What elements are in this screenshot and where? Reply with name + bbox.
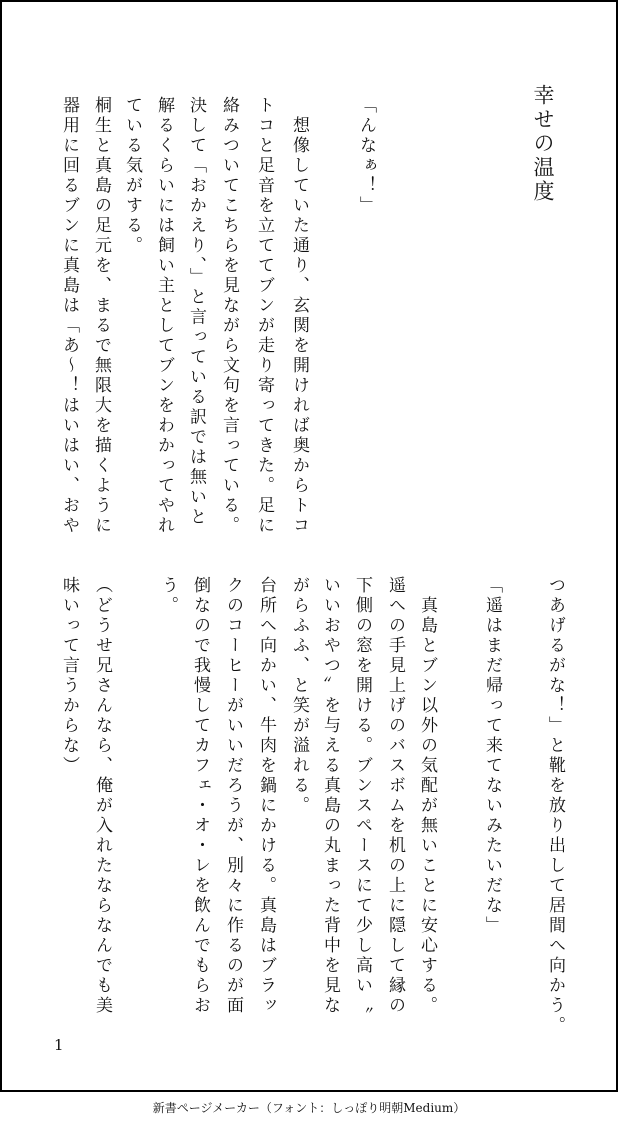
text-column: 器用に回るブンに真島は「あ～！はいはい、おや (59, 96, 79, 536)
text-column: 想像していた通り、玄関を開ければ奥からトコ (289, 96, 309, 536)
text-column: 絡みついてこちらを見ながら文句を言っている。 (219, 96, 239, 536)
text-column: 「んなぁ！」 (356, 96, 376, 216)
text-column: 「遥はまだ帰って来てないみたいだな」 (482, 576, 502, 936)
text-column: ている気がする。 (122, 96, 142, 256)
story-title: 幸せの温度 (531, 84, 555, 204)
text-column: う。 (158, 576, 178, 616)
text-column: 決して「おかえり、」と言っている訳では無いと (186, 96, 206, 528)
page-number: 1 (54, 1036, 64, 1054)
text-column: 解るくらいには飼い主としてブンをわかってやれ (154, 96, 174, 536)
text-column: いいおやつ〟を与える真島の丸まった背中を見な (320, 576, 340, 1016)
text-column: 味いって言うからな） (59, 576, 79, 776)
text-column: 倒なので我慢してカフェ・オ・レを飲んでもらお (190, 576, 210, 1016)
text-column: 台所へ向かい、牛肉を鍋にかける。真島はブラッ (256, 576, 276, 1016)
text-column: 桐生と真島の足元を、まるで無限大を描くように (91, 96, 111, 536)
generator-caption: 新書ページメーカー（フォント：しっぽり明朝Medium） (152, 1101, 466, 1115)
text-column: （どうせ兄さんなら、俺が入れたならなんでも美 (92, 576, 112, 1016)
text-column: がらふふ、と笑が溢れる。 (289, 576, 309, 816)
text-column: クのコーヒーがいいだろうが、別々に作るのが面 (223, 576, 243, 1016)
text-column: トコと足音を立ててブンが走り寄ってきた。足に (254, 96, 274, 536)
text-column: 遥への手見上げのバスボムを机の上に隠して縁の (385, 576, 405, 1016)
text-column: つあげるがな！」と靴を放り出して居間へ向かう。 (545, 576, 565, 1036)
text-column: 下側の窓を開ける。ブンスペースにて少し高い〝 (352, 576, 372, 1016)
text-column: 真島とブン以外の気配が無いことに安心する。 (417, 576, 437, 1016)
